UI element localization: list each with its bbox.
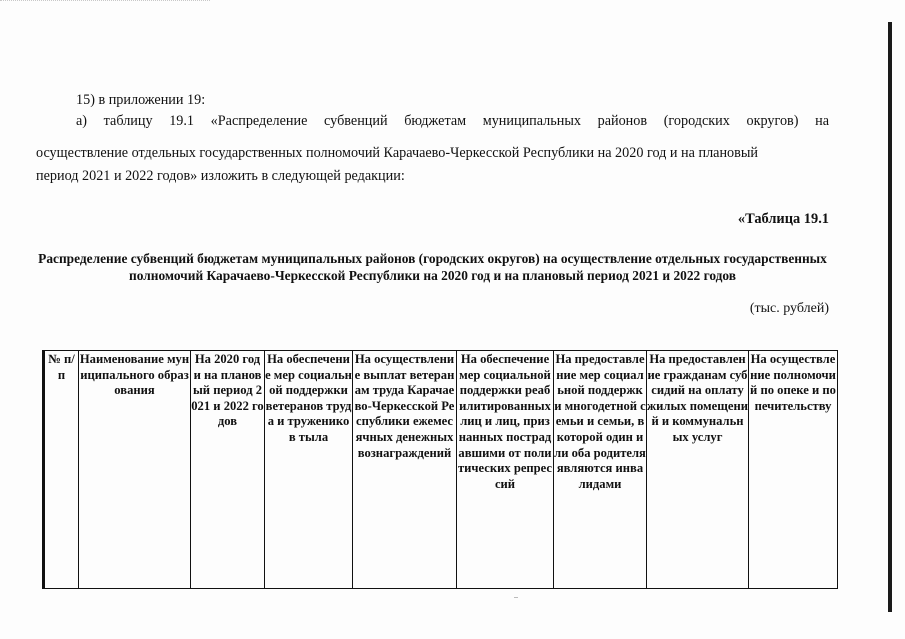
- header-veterans-payments: На осуществление выплат ветеранам труда Карачаево-Черкесской Республики ежемесячных денежных вознаграждений: [353, 351, 457, 589]
- units-label: (тыс. рублей): [749, 301, 829, 316]
- header-housing-subsidies: На предоставление гражданам субсидий на оплату жилых помещений и коммунальных услуг: [647, 351, 749, 589]
- table-title: Распределение субвенций бюджетам муниципальных районов (городских округов) на осуществление отдельных государственных полномочий Карачаево-Черкесской Республики на 2020 год и на плановый период 2021 и 2022 годов: [38, 251, 827, 283]
- paragraph-item-a-line1: а) таблицу 19.1 «Распределение субвенций бюджетам муниципальных районов (городских округов) на: [76, 113, 829, 129]
- header-municipality: Наименование муниципального образования: [79, 351, 191, 589]
- header-guardianship: На осуществление полномочий по опеке и попечительству: [749, 351, 838, 589]
- scan-speck: [514, 597, 518, 598]
- header-rehabilitated-persons: На обеспечение мер социальной поддержки реабилитированных лиц и лиц, признанных пострадавшими от политических репрессий: [457, 351, 554, 589]
- scan-border-right: [888, 22, 892, 612]
- paragraph-item-a-line2: осуществление отдельных государственных полномочий Карачаево-Черкесской Республики на 2020 год и на плановый: [36, 145, 758, 161]
- header-veterans-support: На обеспечение мер социальной поддержки ветеранов труда и тружеников тыла: [265, 351, 353, 589]
- paragraph-item-a-line3: период 2021 и 2022 годов» изложить в следующей редакции:: [36, 168, 405, 184]
- header-row-number: № п/п: [44, 351, 79, 589]
- table-header-row: [44, 351, 838, 589]
- header-large-families: На предоставление мер социальной поддержки многодетной семьи и семьи, в которой один или оба родителя являются инвалидами: [554, 351, 647, 589]
- scan-artifact-top: [0, 0, 210, 7]
- header-total-period: На 2020 год и на плановый период 2021 и 2022 годов: [191, 351, 265, 589]
- subventions-table: [42, 350, 838, 589]
- paragraph-intro: 15) в приложении 19:: [76, 92, 206, 108]
- table-label: «Таблица 19.1: [737, 211, 829, 227]
